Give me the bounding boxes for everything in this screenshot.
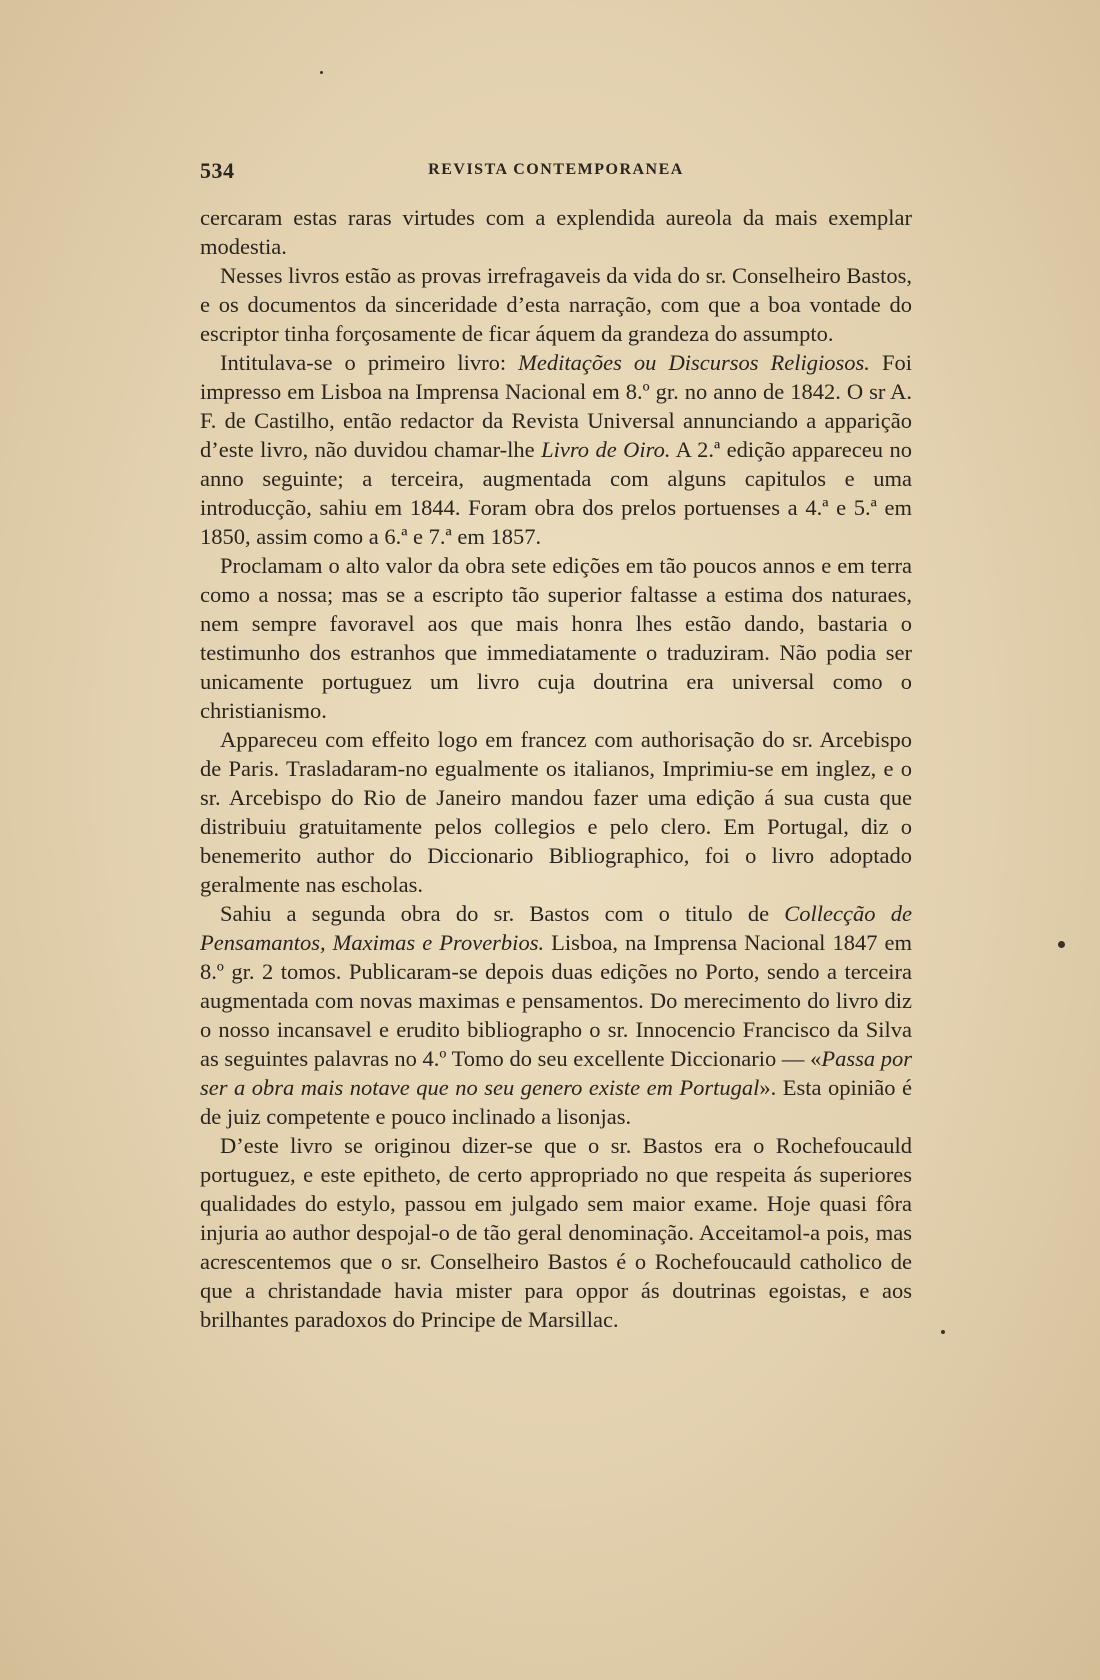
book-title-meditacoes: Meditações ou Discursos Religiosos. [518,350,870,375]
page-header [200,158,912,188]
body-text [200,203,912,1334]
paragraph-7: D’este livro se originou dizer-se que o sr. Bastos era o Rochefoucauld portuguez, e este epitheto, de certo appropriado no que respeita ás superiores qualidades do estylo, passou em julgado sem maior exame. Hoje quasi fôra injuria ao author despojal-o de tão geral denominação. Acceitamol-a pois, mas acrescentemos que o sr. Conselheiro Bastos é o Rochefoucauld catholico de que a christandade havia mister para oppor ás doutrinas egoistas, e aos brilhantes paradoxos do Principe de Marsillac. [200,1133,912,1332]
paragraph-1: cercaram estas raras virtudes com a explendida aureola da mais exemplar modestia. [200,205,912,259]
quotation-innocencio: Passa por ser a obra mais notave que no seu genero existe em Portugal [200,1046,912,1100]
ink-speck [320,71,323,74]
paragraph-6: Sahiu a segunda obra do sr. Bastos com o titulo de Collecção de Pensamantos, Maximas e Proverbios. Lisboa, na Imprensa Nacional 1847 em 8.º gr. 2 tomos. Publicaram-se depois duas edições no Porto, sendo a terceira augmentada com novas maximas e pensamentos. Do merecimento do livro diz o nosso incansavel e erudito bibliographo o sr. Innocencio Francisco da Silva as seguintes palavras no 4.º Tomo do seu excellente Diccionario — «Passa por ser a obra mais notave que no seu genero existe em Portugal». Esta opinião é de juiz competente e pouco inclinado a lisonjas. [200,901,912,1129]
page-number: 534 [200,158,235,183]
ink-speck [941,1330,945,1334]
paragraph-3: Intitulava-se o primeiro livro: Meditações ou Discursos Religiosos. Foi impresso em Lisboa na Imprensa Nacional em 8.º gr. no anno de 1842. O sr A. F. de Castilho, então redactor da Revista Universal annunciando a apparição d’este livro, não duvidou chamar-lhe Livro de Oiro. A 2.ª edição appareceu no anno seguinte; a terceira, augmentada com alguns capitulos e uma introducção, sahiu em 1844. Foram obra dos prelos portuenses a 4.ª e 5.ª em 1850, assim como a 6.ª e 7.ª em 1857. [200,350,912,549]
paragraph-4: Proclamam o alto valor da obra sete edições em tão poucos annos e em terra como a nossa; mas se a escripto tão superior faltasse a estima dos naturaes, nem sempre favoravel aos que mais honra lhes estão dando, bastaria o testimunho dos estranhos que immediatamente o traduziram. Não podia ser unicamente portuguez um livro cuja doutrina era universal como o christianismo. [200,553,912,723]
running-title: REVISTA CONTEMPORANEA [428,161,684,178]
book-title-colleccao: Collecção de Pensamantos, Maximas e Proverbios. [200,901,912,955]
paragraph-5: Appareceu com effeito logo em francez com authorisação do sr. Arcebispo de Paris. Trasladaram-no egualmente os italianos, Imprimiu-se em inglez, e o sr. Arcebispo do Rio de Janeiro mandou fazer uma edição á sua custa que distribuiu gratuitamente pelos collegios e pelo clero. Em Portugal, diz o benemerito author do Diccionario Bibliographico, foi o livro adoptado geralmente nas escholas. [200,727,912,897]
paragraph-2: Nesses livros estão as provas irrefragaveis da vida do sr. Conselheiro Bastos, e os documentos da sinceridade d’esta narração, com que a boa vontade do escriptor tinha forçosamente de ficar áquem da grandeza do assumpto. [200,263,912,346]
book-title-livro-de-oiro: Livro de Oiro. [541,437,671,462]
ink-speck [1058,941,1065,948]
